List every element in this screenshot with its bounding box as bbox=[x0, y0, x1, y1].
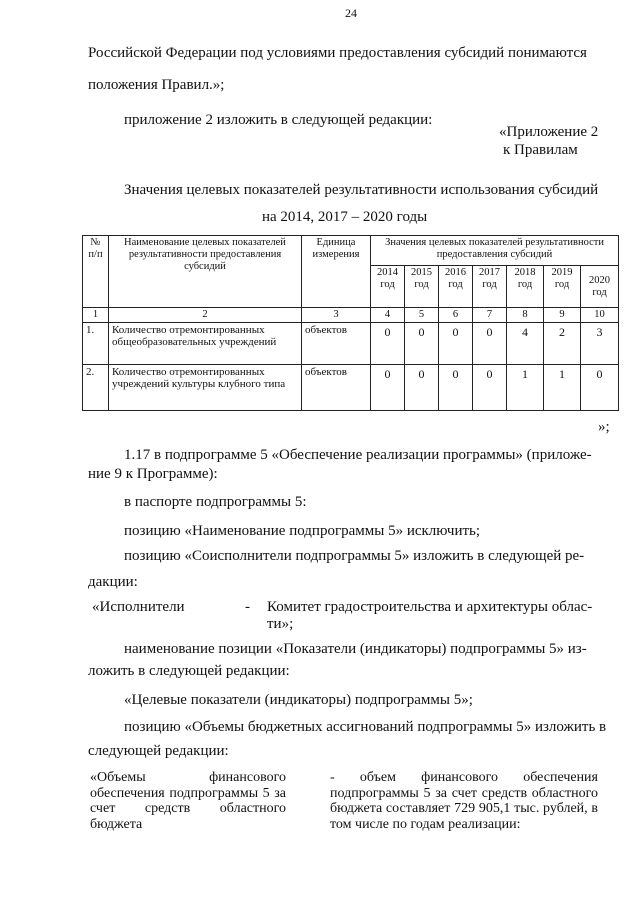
header-indicator-name: Наименование целевых показателей результативности предоставления субсидий bbox=[109, 236, 302, 308]
indicator-value: 0 bbox=[581, 365, 619, 411]
indicator-value: 3 bbox=[581, 323, 619, 365]
text-line: «Целевые показатели (индикаторы) подпрограммы 5»; bbox=[124, 692, 473, 708]
header-year: 2015 год bbox=[405, 266, 439, 308]
indicator-name: Количество отремонтированных учреждений культуры клубного типа bbox=[109, 365, 302, 411]
page-number: 24 bbox=[345, 6, 357, 20]
table-row bbox=[83, 365, 619, 411]
text-line: дакции: bbox=[88, 574, 138, 590]
indicator-value: 0 bbox=[473, 323, 507, 365]
text-line: позицию «Объемы бюджетных ассигнований подпрограммы 5» изложить в bbox=[124, 719, 607, 735]
header-year: 2019 год bbox=[544, 266, 581, 308]
column-number: 1 bbox=[83, 308, 109, 323]
annex-heading: «Приложение 2 bbox=[499, 124, 599, 140]
indicator-value: 0 bbox=[371, 365, 405, 411]
indicator-unit: объектов bbox=[302, 365, 371, 411]
indicator-unit: объектов bbox=[302, 323, 371, 365]
executors-dash: - bbox=[245, 599, 250, 615]
header-year: 2020 год bbox=[581, 266, 619, 308]
text-line: в паспорте подпрограммы 5: bbox=[124, 494, 307, 510]
closing-quote: »; bbox=[598, 419, 610, 435]
column-number: 10 bbox=[581, 308, 619, 323]
header-year: 2018 год bbox=[507, 266, 544, 308]
budget-label-block: «Объемы финансового обеспечения подпрограммы 5 за счет средств областного бюджета bbox=[90, 770, 286, 832]
text-line: 1.17 в подпрограмме 5 «Обеспечение реализации программы» (приложе- bbox=[124, 447, 592, 463]
header-year: 2014 год bbox=[371, 266, 405, 308]
column-number: 6 bbox=[439, 308, 473, 323]
column-number: 3 bbox=[302, 308, 371, 323]
indicator-value: 0 bbox=[473, 365, 507, 411]
indicators-table bbox=[82, 235, 619, 411]
header-unit: Единица измерения bbox=[302, 236, 371, 308]
indicator-value: 0 bbox=[439, 365, 473, 411]
column-number: 9 bbox=[544, 308, 581, 323]
executors-value-end: ти»; bbox=[267, 616, 294, 632]
table-title-years: на 2014, 2017 – 2020 годы bbox=[262, 209, 428, 225]
indicator-value: 0 bbox=[439, 323, 473, 365]
row-number: 2. bbox=[83, 365, 109, 411]
text-line: ние 9 к Программе): bbox=[88, 466, 218, 482]
column-number: 8 bbox=[507, 308, 544, 323]
text-line: ложить в следующей редакции: bbox=[88, 663, 290, 679]
row-number: 1. bbox=[83, 323, 109, 365]
text-line: наименование позиции «Показатели (индикаторы) подпрограммы 5» из- bbox=[124, 641, 587, 657]
column-number: 7 bbox=[473, 308, 507, 323]
text-line: следующей редакции: bbox=[88, 743, 229, 759]
column-number: 4 bbox=[371, 308, 405, 323]
text-line: приложение 2 изложить в следующей редакции: bbox=[124, 112, 433, 128]
column-number: 5 bbox=[405, 308, 439, 323]
indicator-value: 4 bbox=[507, 323, 544, 365]
executors-label: «Исполнители bbox=[92, 599, 185, 615]
header-year: 2016 год bbox=[439, 266, 473, 308]
text-line: Российской Федерации под условиями предоставления субсидий понимаются bbox=[88, 45, 587, 61]
table-row bbox=[83, 323, 619, 365]
budget-value-block: - объем финансового обеспечения подпрограммы 5 за счет средств областного бюджета составляет 729 905,1 тыс. рублей, в том числе по годам реализации: bbox=[330, 770, 598, 832]
indicator-value: 2 bbox=[544, 323, 581, 365]
text-line: положения Правил.»; bbox=[88, 77, 225, 93]
header-values: Значения целевых показателей результативности предоставления субсидий bbox=[371, 236, 619, 266]
indicator-value: 1 bbox=[544, 365, 581, 411]
indicator-value: 0 bbox=[405, 323, 439, 365]
indicator-name: Количество отремонтированных общеобразовательных учреждений bbox=[109, 323, 302, 365]
annex-subheading: к Правилам bbox=[503, 142, 578, 158]
column-number: 2 bbox=[109, 308, 302, 323]
table-title: Значения целевых показателей результативности использования субсидий bbox=[124, 182, 599, 198]
indicator-value: 0 bbox=[371, 323, 405, 365]
text-line: позицию «Соисполнители подпрограммы 5» изложить в следующей ре- bbox=[124, 548, 585, 564]
indicator-value: 0 bbox=[405, 365, 439, 411]
header-year: 2017 год bbox=[473, 266, 507, 308]
text-line: позицию «Наименование подпрограммы 5» исключить; bbox=[124, 523, 481, 539]
header-number: № п/п bbox=[83, 236, 109, 308]
indicator-value: 1 bbox=[507, 365, 544, 411]
executors-value: Комитет градостроительства и архитектуры облас- bbox=[267, 599, 593, 615]
